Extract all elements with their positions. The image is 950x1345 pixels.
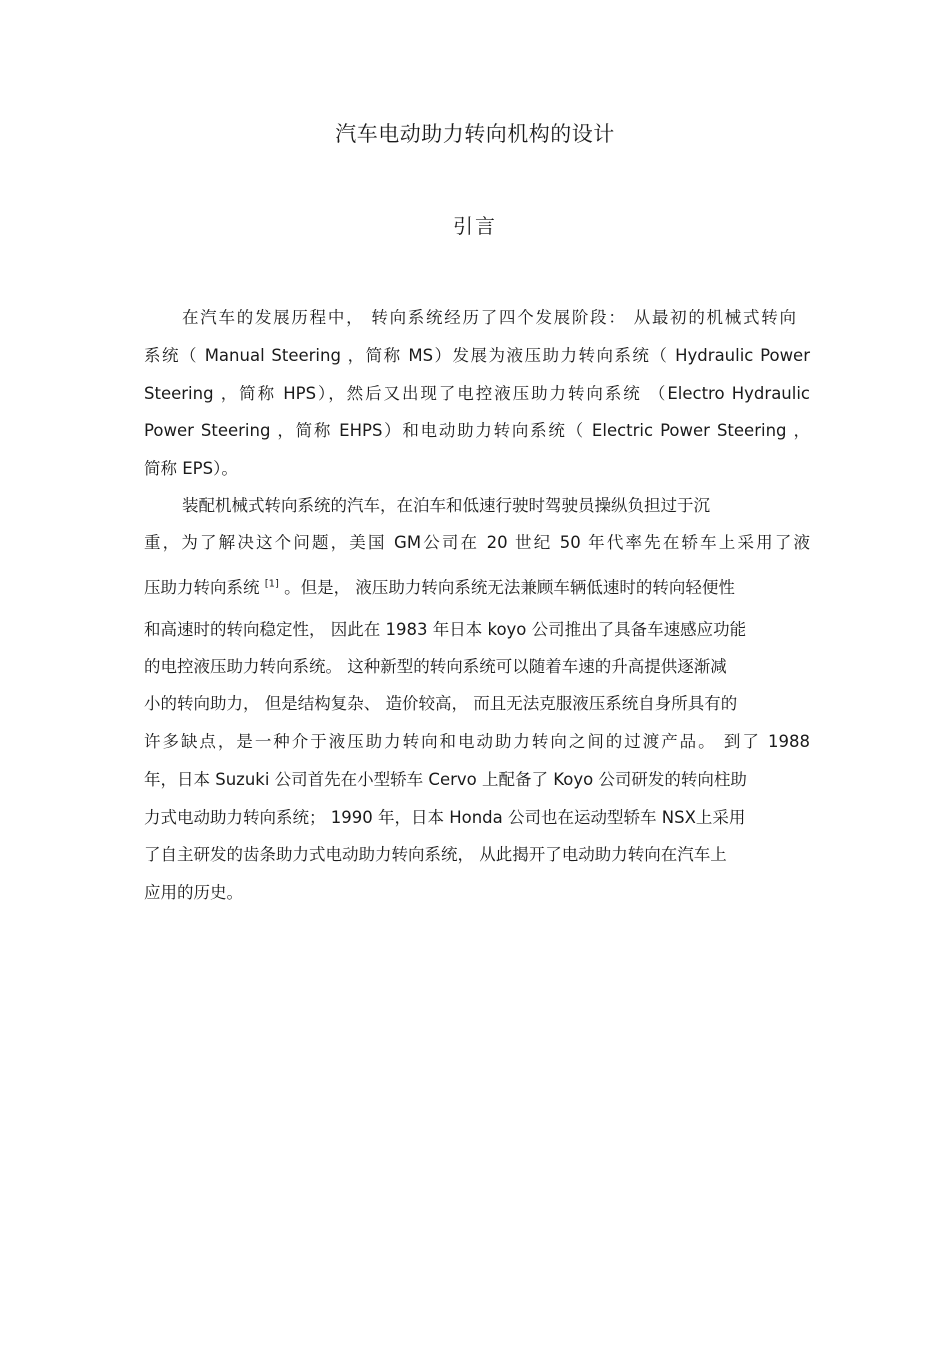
text-line: 了自主研发的齿条助力式电动助力转向系统， 从此揭开了电动助力转向在汽车上 [144, 845, 727, 864]
text-fragment: 。但是， 液压助力转向系统无法兼顾车辆低速时的转向轻便性 [284, 578, 735, 597]
text-line [144, 576, 810, 600]
text-line: 应用的历史。 [144, 883, 243, 902]
text-line: 力式电动助力转向系统； 1990 年，日本 Honda 公司也在运动型轿车 NSX上采用 [144, 808, 746, 827]
text-line: 年，日本 Suzuki 公司首先在小型轿车 Cervo 上配备了 Koyo 公司研发的转向柱助 [144, 770, 747, 789]
text-line: 系统（ Manual Steering ，简称 MS）发展为液压助力转向系统（ Hydraulic Power [144, 346, 810, 365]
text-line: 许多缺点，是一种介于液压助力转向和电动助力转向之间的过渡产品。 到了 1988 [144, 732, 810, 751]
text-line: 简称 EPS）。 [144, 459, 238, 478]
text-line: 重，为了解决这个问题，美国 GM公司在 20 世纪 50 年代率先在轿车上采用了液 [144, 533, 810, 552]
text-fragment: 压助力转向系统 [144, 578, 260, 597]
section-heading: 引言 [453, 214, 497, 238]
text-line: 和高速时的转向稳定性， 因此在 1983 年日本 koyo 公司推出了具备车速感应功能 [144, 620, 747, 639]
text-line: Steering ，简称 HPS），然后又出现了电控液压助力转向系统 （Electro Hydraulic [144, 384, 810, 403]
text-line: 小的转向助力， 但是结构复杂、 造价较高， 而且无法克服液压系统自身所具有的 [144, 694, 738, 713]
citation-ref: [1] [264, 578, 279, 590]
text-line: Power Steering ，简称 EHPS）和电动助力转向系统（ Electric Power Steering ， [144, 421, 810, 440]
text-line: 在汽车的发展历程中， 转向系统经历了四个发展阶段： 从最初的机械式转向 [182, 308, 796, 327]
page-title: 汽车电动助力转向机构的设计 [335, 122, 615, 146]
text-line: 的电控液压助力转向系统。 这种新型的转向系统可以随着车速的升高提供逐渐减 [144, 657, 727, 676]
text-line: 装配机械式转向系统的汽车，在泊车和低速行驶时驾驶员操纵负担过于沉 [182, 496, 710, 515]
